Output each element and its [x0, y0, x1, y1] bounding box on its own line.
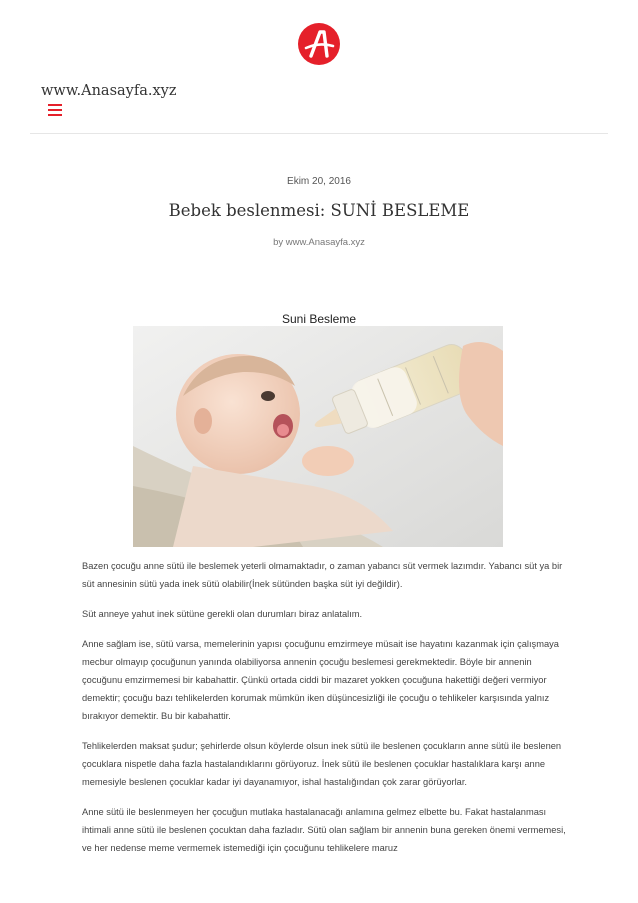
paragraph-2: Süt anneye yahut inek sütüne gerekli olan durumları biraz anlatalım. — [82, 609, 363, 619]
header-divider — [30, 133, 608, 134]
post-title: Bebek beslenmesi: SUNİ BESLEME — [168, 201, 470, 220]
paragraph-3: Anne sağlam ise, sütü varsa, memelerinin yapısı çocuğunu emzirmeye müsait ise hayatını kazanmak için çalışmaya mecbur olmayıp çocuğunun yanında olabiliyorsa annenin çocuğu beslemesi gerekmektedir. Böyle bir annenin çocuğunu emzirmemesi bir kabahattir. Çünkü ortada ciddi bir mazaret yokken çocuğuna hakettiği değeri vermiyor demektir; çocuğu bazı tehlikelerden korumak mümkün iken düşüncesizliği ile çocuğu o tehlikeler karşısında yalnız bırakıyor demektir. Bu bir kabahattir. — [82, 639, 559, 721]
image-caption: Suni Besleme — [281, 312, 357, 326]
site-header — [0, 0, 638, 133]
baby-bottle-feeding-photo — [133, 326, 503, 547]
post-content — [82, 557, 572, 869]
post-date: Ekim 20, 2016 — [287, 176, 351, 187]
paragraph-4: Tehlikelerden maksat şudur; şehirlerde olsun köylerde olsun inek sütü ile beslenen çocukların anne sütü ile beslenen çocuklara nispetle daha fazla hastalandıklarını görüyoruz. İnek sütü ile beslenen çocuklar hastalıklara karşı anne memesiyle beslenen çocuklar kadar iyi dayanamıyor, ishal hastalığından çok zarar görüyorlar. — [82, 741, 562, 787]
logo-letter-a-icon — [298, 23, 340, 65]
hamburger-menu-icon[interactable] — [48, 104, 62, 116]
paragraph-1: Bazen çocuğu anne sütü ile beslemek yeterli olmamaktadır, o zaman yabancı süt vermek lazımdır. Yabancı süt ya bir süt annesinin sütü yada inek sütü olabilir(İnek sütünden başka süt iyi değildir). — [82, 561, 563, 589]
site-logo[interactable] — [298, 23, 340, 65]
site-title[interactable]: www.Anasayfa.xyz — [41, 83, 177, 99]
paragraph-5: Anne sütü ile beslenmeyen her çocuğun mutlaka hastalanacağı anlamına gelmez elbette bu. Fakat hastalanması ihtimali anne sütü ile beslenen çocuktan daha fazladır. Sütü olan sağlam bir annenin buna gereken önemi vermemesi, ve her nedense meme vermemek istemediği için çocuğunu tehlikelere maruz — [82, 807, 566, 853]
post-byline[interactable]: by www.Anasayfa.xyz — [273, 237, 365, 248]
